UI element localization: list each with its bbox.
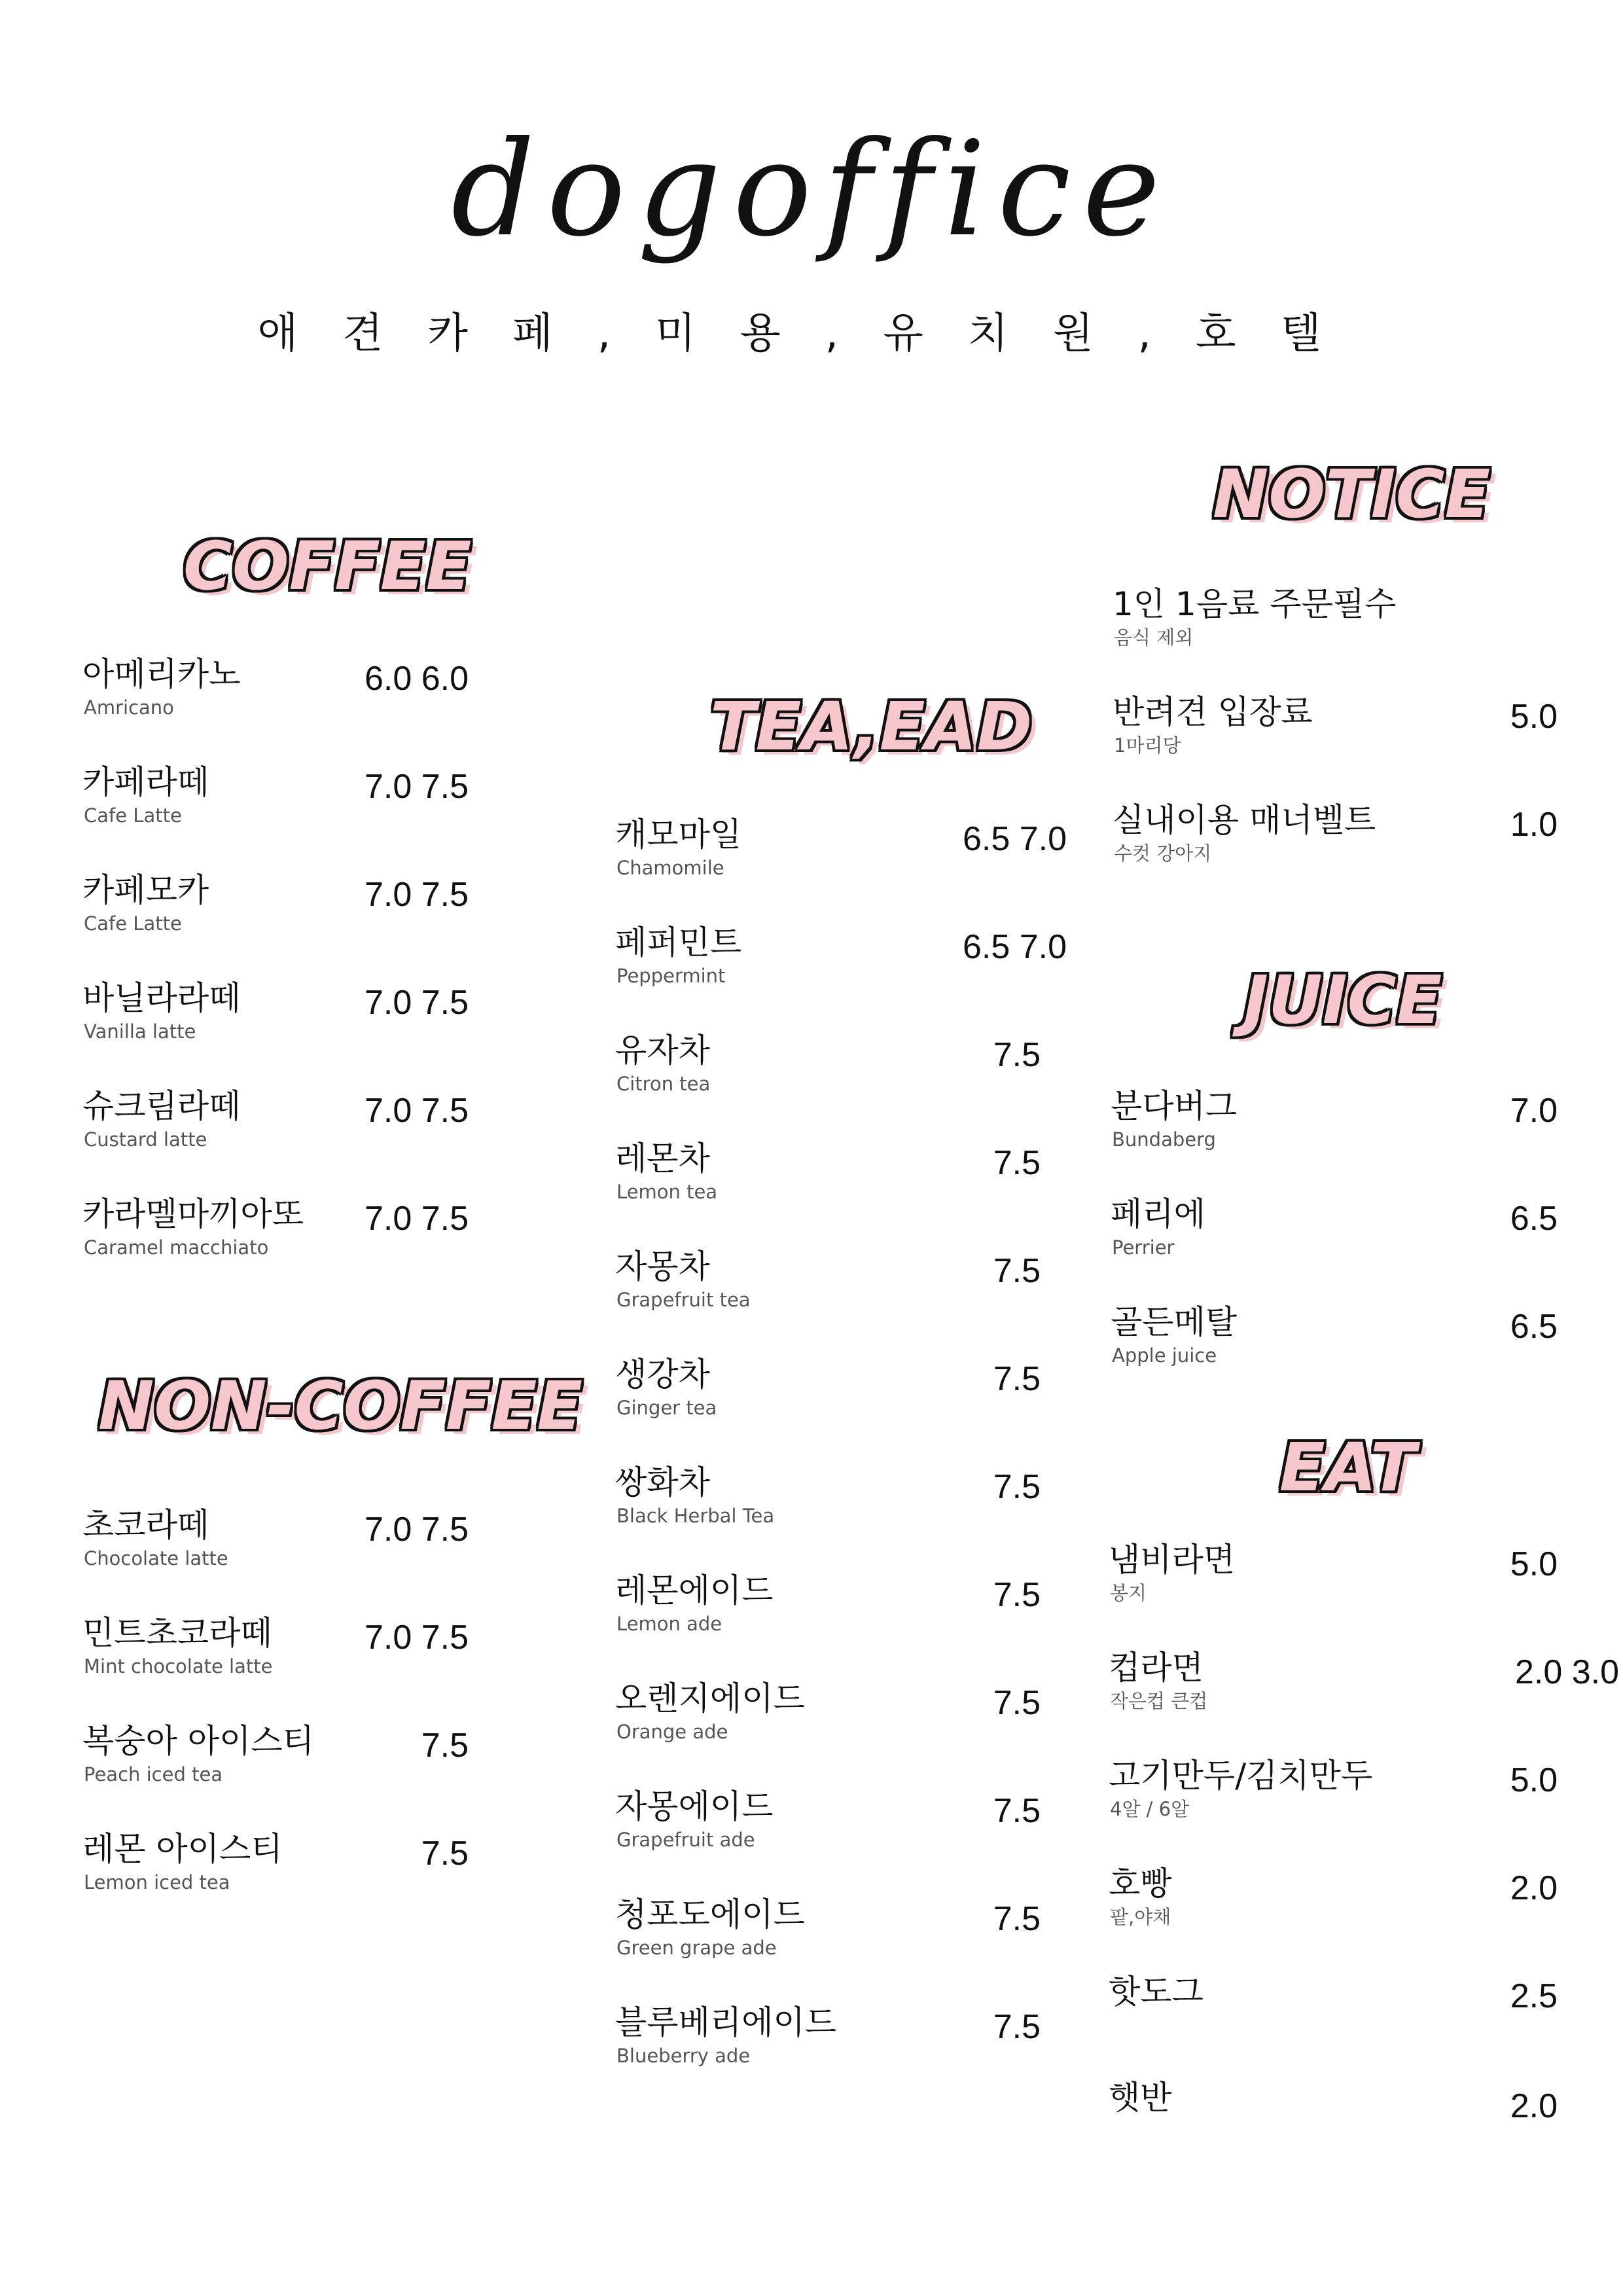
item-name: 카페모카 <box>82 871 209 909</box>
item-name: 캐모마일 <box>615 816 742 853</box>
item-english: Orange ade <box>616 1721 728 1743</box>
item-english: Citron tea <box>616 1073 711 1095</box>
item-english: 음식 제외 <box>1114 626 1194 649</box>
item-english: 봉지 <box>1110 1582 1147 1604</box>
heading-notice: NOTICE <box>1213 456 1491 533</box>
heading-eat: EAT <box>1279 1429 1416 1507</box>
item-english: 4알 / 6알 <box>1110 1798 1190 1820</box>
item-price: 5.0 <box>1510 698 1558 736</box>
item-name: 오렌지에이드 <box>615 1679 805 1717</box>
item-english: Peach iced tea <box>84 1763 223 1785</box>
item-english: Custard latte <box>84 1128 207 1151</box>
item-name: 햇반 <box>1109 2079 1172 2117</box>
item-english: Lemon tea <box>616 1181 718 1203</box>
item-price: 6.5 7.0 <box>962 820 1067 858</box>
item-english: 작은컵 큰컵 <box>1110 1690 1208 1712</box>
item-price: 7.5 <box>993 1576 1041 1614</box>
item-name: 레몬에이드 <box>615 1571 774 1609</box>
item-name: 쌍화차 <box>615 1463 710 1501</box>
item-english: 수컷 강아지 <box>1114 842 1212 865</box>
item-english: Mint chocolate latte <box>84 1655 273 1677</box>
item-name: 블루베리에이드 <box>615 2003 837 2041</box>
item-price: 5.0 <box>1510 1761 1558 1799</box>
item-english: Chocolate latte <box>84 1547 228 1570</box>
item-name: 호빵 <box>1109 1865 1172 1903</box>
item-name: 핫도그 <box>1109 1973 1204 2011</box>
item-english: Grapefruit tea <box>616 1289 751 1311</box>
item-english: Caramel macchiato <box>84 1236 269 1259</box>
item-price: 7.5 <box>993 1900 1041 1938</box>
item-name: 골든메탈 <box>1111 1303 1238 1341</box>
item-price: 2.0 <box>1510 1869 1558 1907</box>
heading-tea: TEA,EAD <box>710 688 1033 766</box>
item-name: 청포도에이드 <box>615 1895 805 1933</box>
item-price: 6.5 <box>1510 1308 1558 1346</box>
item-price: 7.0 7.5 <box>364 984 469 1022</box>
item-english: Cafe Latte <box>84 912 182 935</box>
item-price: 2.5 <box>1510 1977 1558 2015</box>
item-price: 7.0 7.5 <box>364 876 469 914</box>
item-english: Grapefruit ade <box>616 1829 755 1851</box>
item-english: Lemon iced tea <box>84 1871 230 1893</box>
item-name: 분다버그 <box>1111 1087 1238 1125</box>
item-name: 유자차 <box>615 1031 710 1069</box>
item-price: 2.0 3.0 <box>1514 1653 1619 1691</box>
item-english: Vanilla latte <box>84 1020 196 1043</box>
item-name: 자몽에이드 <box>615 1787 774 1825</box>
item-english: Bundaberg <box>1112 1128 1216 1151</box>
item-price: 7.5 <box>993 1036 1041 1074</box>
item-name: 바닐라라떼 <box>82 979 241 1017</box>
item-name: 반려견 입장료 <box>1113 693 1313 731</box>
item-name: 카라멜마끼아또 <box>82 1195 304 1233</box>
item-name: 페리에 <box>1111 1195 1205 1233</box>
item-price: 7.5 <box>993 1252 1041 1290</box>
item-name: 자몽차 <box>615 1247 710 1285</box>
item-name: 컵라면 <box>1109 1649 1204 1687</box>
item-price: 7.5 <box>993 1468 1041 1506</box>
subtitle: 애견카페,미용,유치원,호텔 <box>257 310 1366 358</box>
item-price: 7.5 <box>993 1684 1041 1722</box>
item-price: 7.0 7.5 <box>364 1200 469 1238</box>
item-name: 레몬차 <box>615 1139 710 1177</box>
item-english: 팥,야채 <box>1110 1906 1171 1928</box>
item-english: Chamomile <box>616 857 724 879</box>
item-name: 생강차 <box>615 1355 710 1393</box>
item-price: 7.5 <box>993 1360 1041 1398</box>
item-price: 7.5 <box>993 2008 1041 2046</box>
item-english: Apple juice <box>1112 1344 1217 1367</box>
heading-juice: JUICE <box>1243 961 1442 1039</box>
item-price: 7.0 7.5 <box>364 768 469 806</box>
item-price: 7.0 7.5 <box>364 1092 469 1130</box>
item-name: 카페라떼 <box>82 763 209 801</box>
item-name: 레몬 아이스티 <box>82 1830 283 1868</box>
item-english: Amricano <box>84 696 174 719</box>
item-price: 7.0 7.5 <box>364 1619 469 1657</box>
item-price: 1.0 <box>1510 806 1558 844</box>
item-price: 2.0 <box>1510 2087 1558 2125</box>
item-price: 7.5 <box>421 1835 469 1873</box>
item-name: 1인 1음료 주문필수 <box>1113 585 1397 623</box>
item-price: 6.5 7.0 <box>962 928 1067 966</box>
item-name: 페퍼민트 <box>615 924 742 961</box>
item-english: Cafe Latte <box>84 804 182 827</box>
item-english: Lemon ade <box>616 1613 722 1635</box>
item-name: 냄비라면 <box>1109 1541 1236 1579</box>
item-price: 5.0 <box>1510 1545 1558 1583</box>
heading-noncoffee: NON-COFFEE <box>98 1367 583 1445</box>
item-english: Peppermint <box>616 965 726 987</box>
item-english: Blueberry ade <box>616 2045 751 2067</box>
item-english: Perrier <box>1112 1236 1175 1259</box>
item-english: 1마리당 <box>1114 734 1181 757</box>
item-name: 아메리카노 <box>82 655 241 693</box>
item-name: 고기만두/김치만두 <box>1109 1757 1373 1795</box>
item-name: 복숭아 아이스티 <box>82 1722 314 1760</box>
item-price: 7.5 <box>993 1792 1041 1830</box>
item-english: Ginger tea <box>616 1397 717 1419</box>
item-english: Green grape ade <box>616 1937 777 1959</box>
item-english: Black Herbal Tea <box>616 1505 775 1527</box>
item-name: 민트초코라떼 <box>82 1614 272 1652</box>
logo: dogoffice <box>451 113 1172 266</box>
item-price: 7.5 <box>421 1727 469 1765</box>
heading-coffee: COFFEE <box>183 528 472 605</box>
item-price: 7.5 <box>993 1144 1041 1182</box>
item-price: 7.0 7.5 <box>364 1511 469 1549</box>
item-price: 6.5 <box>1510 1200 1558 1238</box>
item-price: 7.0 <box>1510 1092 1558 1130</box>
item-name: 초코라떼 <box>82 1506 209 1544</box>
item-name: 슈크림라떼 <box>82 1087 241 1125</box>
item-name: 실내이용 매너벨트 <box>1113 801 1376 839</box>
item-price: 6.0 6.0 <box>364 660 469 698</box>
